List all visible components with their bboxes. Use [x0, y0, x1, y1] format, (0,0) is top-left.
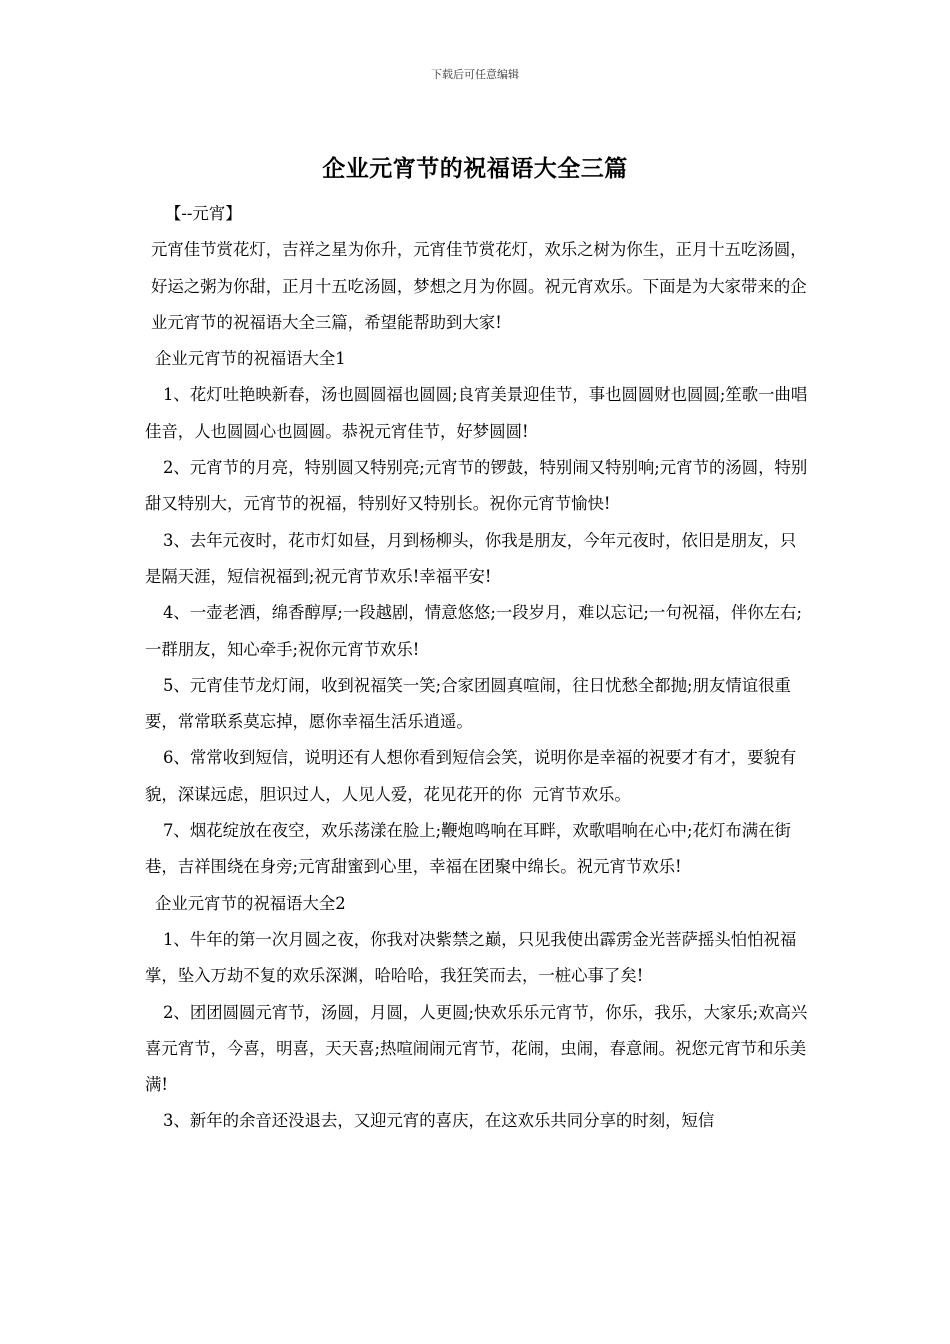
list-item: 1、花灯吐艳映新春，汤也圆圆福也圆圆;良宵美景迎佳节，事也圆圆财也圆圆;笙歌一曲唱佳音，人也圆圆心也圆圆。恭祝元宵佳节，好梦圆圆!: [145, 385, 808, 441]
section-heading-1: 企业元宵节的祝福语大全1: [155, 349, 346, 369]
document-body: [145, 196, 811, 1140]
list-item: 1、牛年的第一次月圆之夜，你我对决紫禁之巅，只见我使出霹雳金光菩萨摇头怕怕祝福掌，坠入万劫不复的欢乐深渊，哈哈哈，我狂笑而去，一桩心事了矣!: [145, 929, 797, 986]
list-item: 2、团团圆圆元宵节，汤圆，月圆，人更圆;快欢乐乐元宵节，你乐，我乐，大家乐;欢高兴喜元宵节，今喜，明喜，天天喜;热喧闹闹元宵节，花闹，虫闹，春意闹。祝您元宵节和乐美满!: [145, 1002, 808, 1095]
list-item: 7、烟花绽放在夜空，欢乐荡漾在脸上;鞭炮鸣响在耳畔，欢歌唱响在心中;花灯布满在街巷，吉祥围绕在身旁;元宵甜蜜到心里，幸福在团聚中绵长。祝元宵节欢乐!: [145, 821, 791, 877]
list-item: 4、一壶老酒，绵香醇厚;一段越剧，情意悠悠;一段岁月，难以忘记;一句祝福，伴你左右;一群朋友，知心牵手;祝你元宵节欢乐!: [145, 603, 802, 659]
list-item: 5、元宵佳节龙灯闹，收到祝福笑一笑;合家团圆真喧闹，往日忧愁全都抛;朋友情谊很重要，常常联系莫忘掉，愿你幸福生活乐逍遥。: [145, 675, 791, 732]
header-note: 下载后可任意编辑: [431, 68, 519, 81]
section-heading-2: 企业元宵节的祝福语大全2: [155, 893, 346, 913]
list-item: 3、新年的余音还没退去，又迎元宵的喜庆，在这欢乐共同分享的时刻，短信: [163, 1111, 715, 1131]
tag-line: 【--元宵】: [165, 204, 242, 223]
list-item: 6、常常收到短信，说明还有人想你看到短信会笑，说明你是幸福的祝要才有才，要貌有貌，深谋远虑，胆识过人，人见人爱，花见花开的你 元宵节欢乐。: [145, 748, 797, 804]
intro-paragraph: 元宵佳节赏花灯，吉祥之星为你升，元宵佳节赏花灯，欢乐之树为你生，正月十五吃汤圆，好运之粥为你甜，正月十五吃汤圆，梦想之月为你圆。祝元宵欢乐。下面是为大家带来的企业元宵节的祝福语大全三篇，希望能帮助到大家!: [151, 240, 807, 332]
list-item: 3、去年元夜时，花市灯如昼，月到杨柳头，你我是朋友，今年元夜时，依旧是朋友，只是隔天涯，短信祝福到;祝元宵节欢乐!幸福平安!: [145, 530, 797, 586]
document-title: 企业元宵节的祝福语大全三篇: [322, 155, 628, 182]
list-item: 2、元宵节的月亮，特别圆又特别亮;元宵节的锣鼓，特别闹又特别响;元宵节的汤圆，特别甜又特别大，元宵节的祝福，特别好又特别长。祝你元宵节愉快!: [145, 458, 808, 514]
